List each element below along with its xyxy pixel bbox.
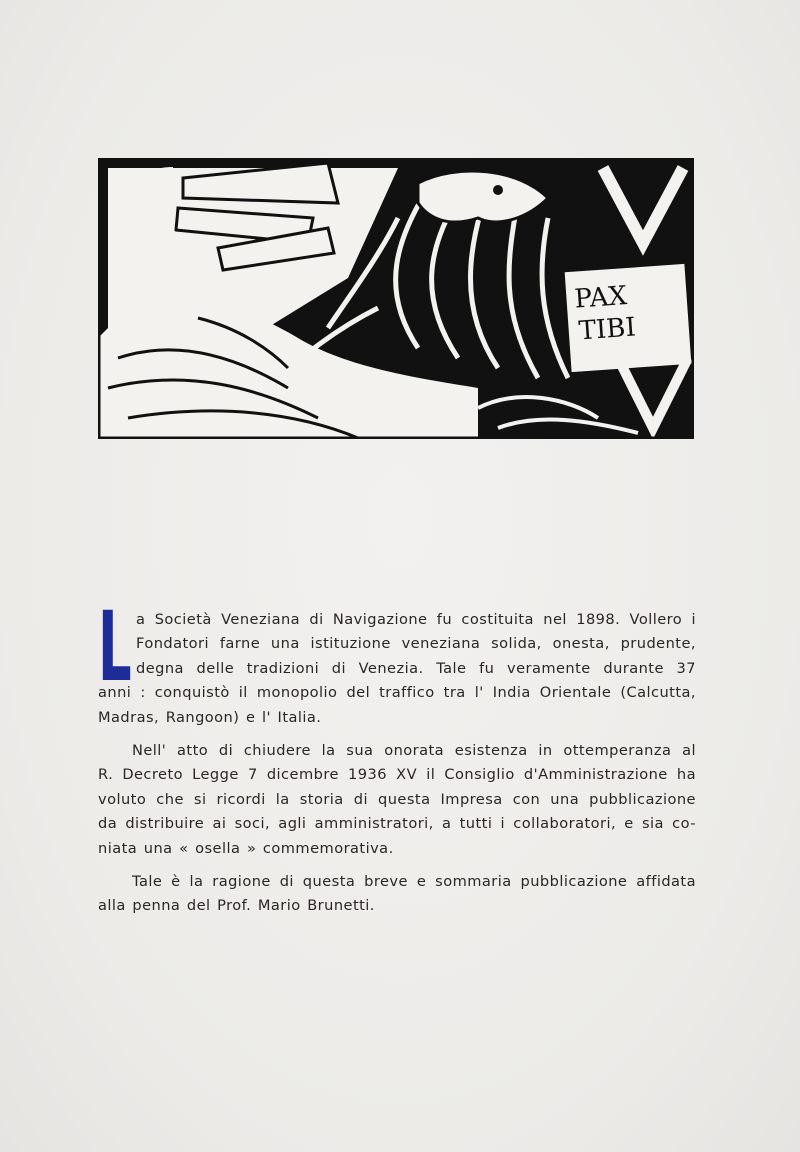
text-line: anni : conquistò il monopolio del traffico tra l' India Orientale (Calcutta, (98, 684, 696, 702)
dropcap-letter: L (98, 591, 132, 703)
text-line: da distribuire ai soci, agli amministratori, a tutti i collaboratori, e sia co- (98, 815, 696, 833)
text-line: Nell' atto di chiudere la sua onorata esistenza in ottemperanza al (132, 742, 696, 760)
text-line: voluto che si ricordi la storia di questa Impresa con una pubblicazione (98, 790, 696, 808)
text-line: niata una « osella » commemorativa. (98, 839, 394, 857)
text-line: Tale è la ragione di questa breve e sommaria pubblicazione affidata (132, 873, 696, 891)
svg-text:PAX: PAX (573, 281, 628, 315)
text-line: alla penna del Prof. Mario Brunetti. (98, 897, 375, 915)
text-line: degna delle tradizioni di Venezia. Tale fu veramente durante 37 (136, 659, 696, 677)
svg-text:TIBI: TIBI (577, 312, 637, 347)
paragraph-3 (98, 870, 696, 919)
paragraph-1 (98, 591, 696, 730)
text-line: Fondatori farne una istituzione veneziana solida, onesta, prudente, (136, 635, 696, 653)
text-line: a Società Veneziana di Navigazione fu costituita nel 1898. Vollero i (136, 611, 696, 628)
paragraph-2 (98, 739, 696, 861)
lion-woodcut-illustration (98, 158, 694, 439)
text-line: Madras, Rangoon) e l' Italia. (98, 708, 322, 726)
intro-text (98, 591, 696, 919)
text-line: R. Decreto Legge 7 dicembre 1936 XV il Consiglio d'Amministrazione ha (98, 766, 696, 784)
